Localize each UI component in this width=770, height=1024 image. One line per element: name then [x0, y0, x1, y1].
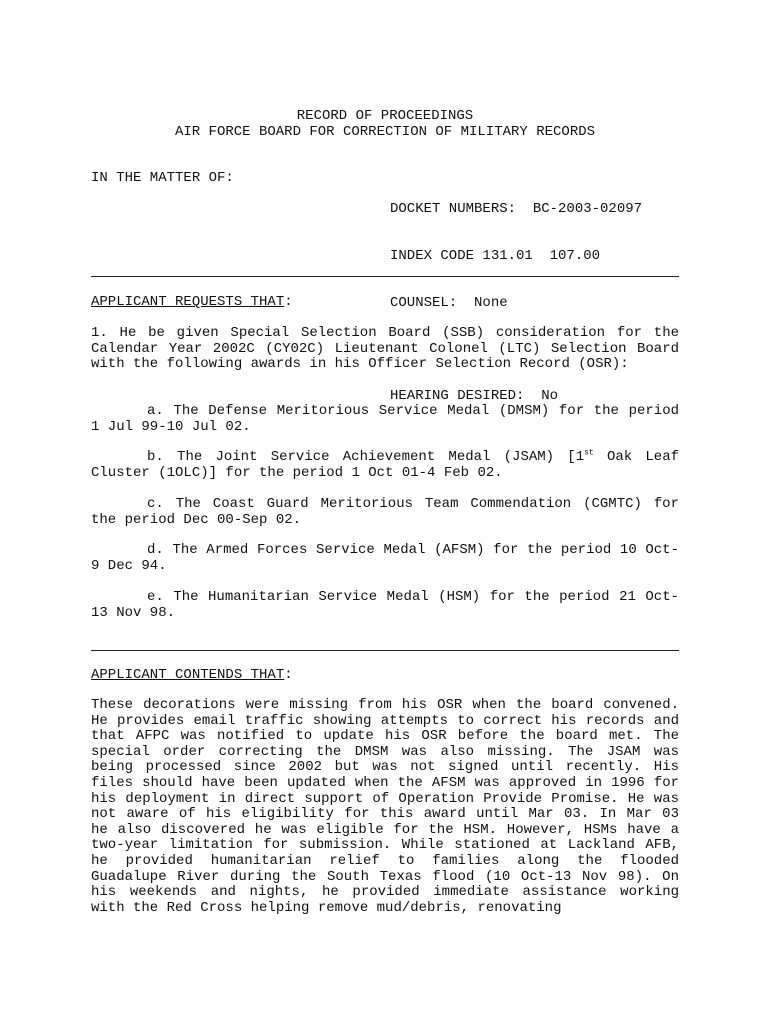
request-item-d — [91, 543, 679, 574]
divider-2 — [91, 650, 679, 651]
contends-heading-colon: : — [284, 667, 293, 683]
requests-heading — [91, 295, 679, 311]
document-title — [91, 109, 679, 140]
requests-heading-colon: : — [284, 294, 293, 310]
request-item-b-sup: st — [584, 448, 594, 458]
divider-1 — [91, 276, 679, 277]
docket-numbers: DOCKET NUMBERS: BC-2003-02097 — [390, 201, 643, 218]
request-item-a-text: a. The Defense Meritorious Service Medal (DMSM) for the period 1 Jul 99-10 Jul 02. — [91, 403, 679, 435]
contends-heading-text: APPLICANT CONTENDS THAT — [91, 667, 285, 683]
title-line-2: AIR FORCE BOARD FOR CORRECTION OF MILITARY RECORDS — [174, 123, 596, 140]
title-line-1: RECORD OF PROCEEDINGS — [296, 108, 474, 124]
requests-intro — [91, 326, 679, 373]
requests-intro-text: 1. He be given Special Selection Board (SSB) consideration for the Calendar Year 2002C (CY02C) Lieutenant Colonel (LTC) Selection Board with the following awards in his Officer Selection Record (OSR): — [91, 325, 679, 373]
matter-label: IN THE MATTER OF: — [91, 170, 234, 186]
request-item-e — [91, 590, 679, 621]
counsel: COUNSEL: None — [390, 294, 508, 311]
request-item-d-text: d. The Armed Forces Service Medal (AFSM) for the period 10 Oct-9 Dec 94. — [91, 542, 679, 574]
request-item-b-text — [91, 450, 679, 481]
request-item-b-pre: b. The Joint Service Achievement Medal (JSAM) [1 — [147, 449, 585, 465]
contends-body — [91, 698, 679, 916]
requests-heading-text: APPLICANT REQUESTS THAT — [91, 294, 285, 310]
index-code: INDEX CODE 131.01 107.00 — [390, 247, 601, 264]
request-item-c-text: c. The Coast Guard Meritorious Team Commendation (CGMTC) for the period Dec 00-Sep 02. — [91, 496, 679, 528]
contends-heading — [91, 668, 679, 684]
request-item-e-text: e. The Humanitarian Service Medal (HSM) for the period 21 Oct-13 Nov 98. — [91, 589, 679, 621]
hearing-desired: HEARING DESIRED: No — [390, 388, 559, 405]
request-item-b-post: Oak Leaf Cluster (1OLC)] for the period 1 Oct 01-4 Feb 02. — [91, 449, 679, 481]
request-item-b — [91, 450, 679, 481]
request-item-c — [91, 497, 679, 528]
request-item-a — [91, 404, 679, 435]
contends-body-text: These decorations were missing from his OSR when the board convened. He provides email traffic showing attempts to correct his records and that AFPC was notified to update his OSR before the board met. The special order correcting the DMSM was also missing. The JSAM was being processed since 2002 but was not signed until recently. His files should have been updated when the AFSM was approved in 1996 for his deployment in direct support of Operation Provide Promise. He was not aware of his eligibility for this award until Mar 03. In Mar 03 he also discovered he was eligible for the HSM. However, HSMs have a two-year limitation for submission. While stationed at Lackland AFB, he provided humanitarian relief to families along the flooded Guadalupe River during the South Texas flood (10 Oct-13 Nov 98). On his weekends and nights, he provided immediate assistance working with the Red Cross helping remove mud/debris, renovating — [91, 697, 679, 916]
